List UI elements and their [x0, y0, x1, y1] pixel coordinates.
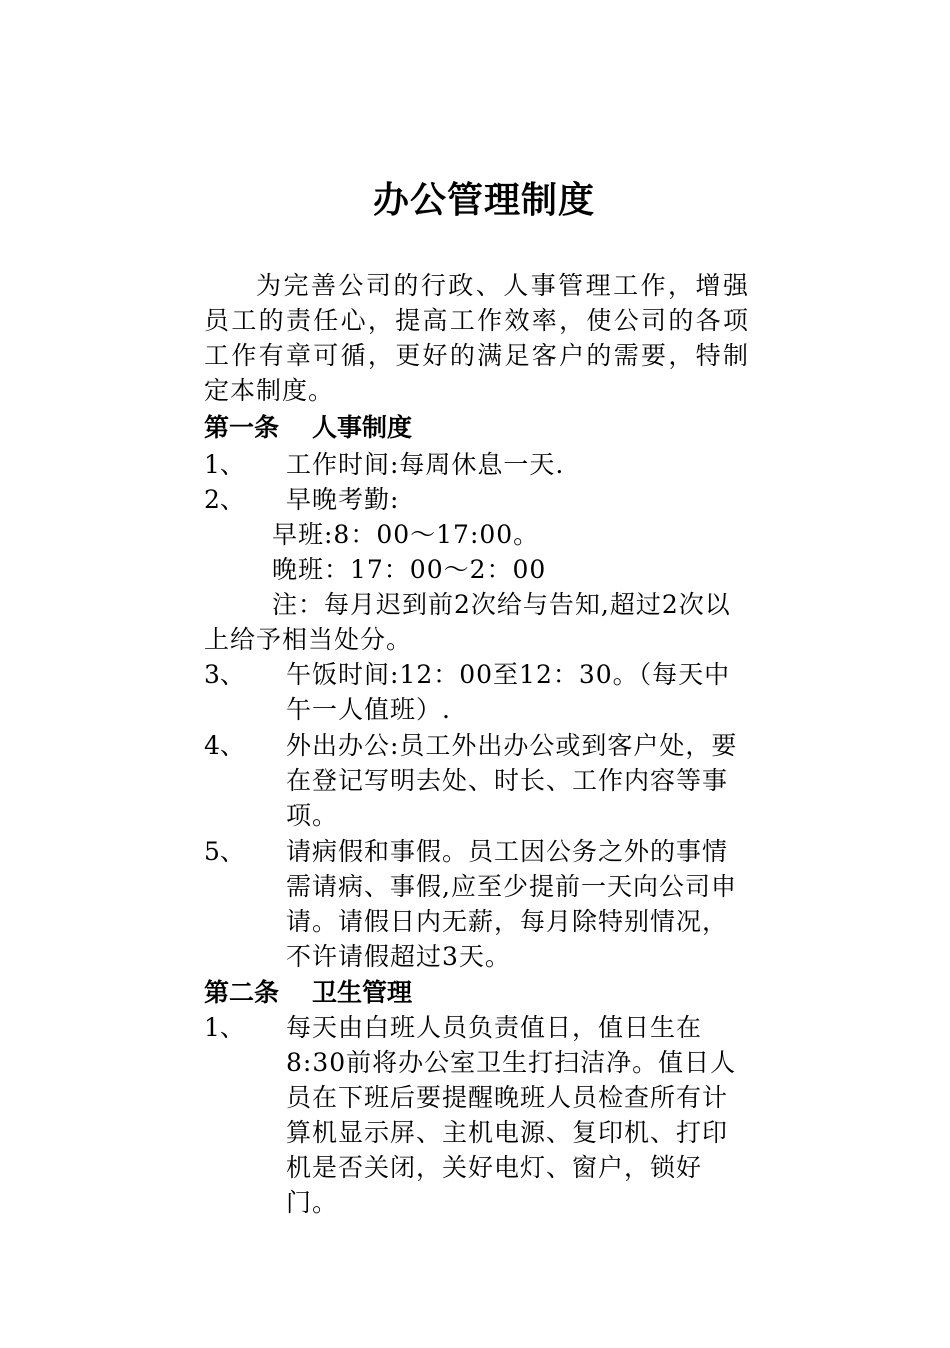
item-number: 5、: [204, 837, 245, 866]
document-title: 办公管理制度: [372, 179, 595, 221]
section-number: 第二条: [204, 978, 280, 1007]
item-number: 1、: [204, 450, 245, 479]
evening-shift: 晚班：17：00～2：00: [272, 555, 547, 584]
section-number: 第一条: [204, 413, 280, 442]
section-heading-2: [204, 975, 412, 1010]
item-number: 2、: [204, 485, 245, 514]
attendance-note: 注：每月迟到前2次给与告知,超过2次以上给予相当处分。: [204, 590, 731, 654]
morning-shift: 早班:8：00～17:00。: [272, 520, 540, 549]
intro-paragraph: 为完善公司的行政、人事管理工作，增强员工的责任心，提高工作效率，使公司的各项工作有章可循，更好的满足客户的需要，特制定本制度。: [204, 271, 749, 405]
item-text: 工作时间:每周休息一天.: [286, 450, 565, 479]
section-title: 卫生管理: [312, 978, 413, 1007]
item-text: 请病假和事假。员工因公务之外的事情需请病、事假,应至少提前一天向公司申请。请假日内无薪，每月除特别情况，不许请假超过3天。: [286, 837, 737, 971]
section-title: 人事制度: [312, 413, 413, 442]
item-text: 午饭时间:12：00至12：30。（每天中午一人值班）.: [286, 660, 731, 724]
item-text: 每天由白班人员负责值日，值日生在8:30前将办公室卫生打扫洁净。值日人员在下班后要提醒晚班人员检查所有计算机显示屏、主机电源、复印机、打印机是否关闭，关好电灯、窗户，锁好门。: [286, 1013, 737, 1217]
section-heading-1: [204, 410, 412, 445]
item-text: 外出办公:员工外出办公或到客户处，要在登记写明去处、时长、工作内容等事项。: [286, 731, 738, 830]
item-number: 3、: [204, 660, 245, 689]
item-number: 4、: [204, 731, 245, 760]
item-number: 1、: [204, 1013, 245, 1042]
item-text: 早晚考勤:: [286, 485, 400, 514]
